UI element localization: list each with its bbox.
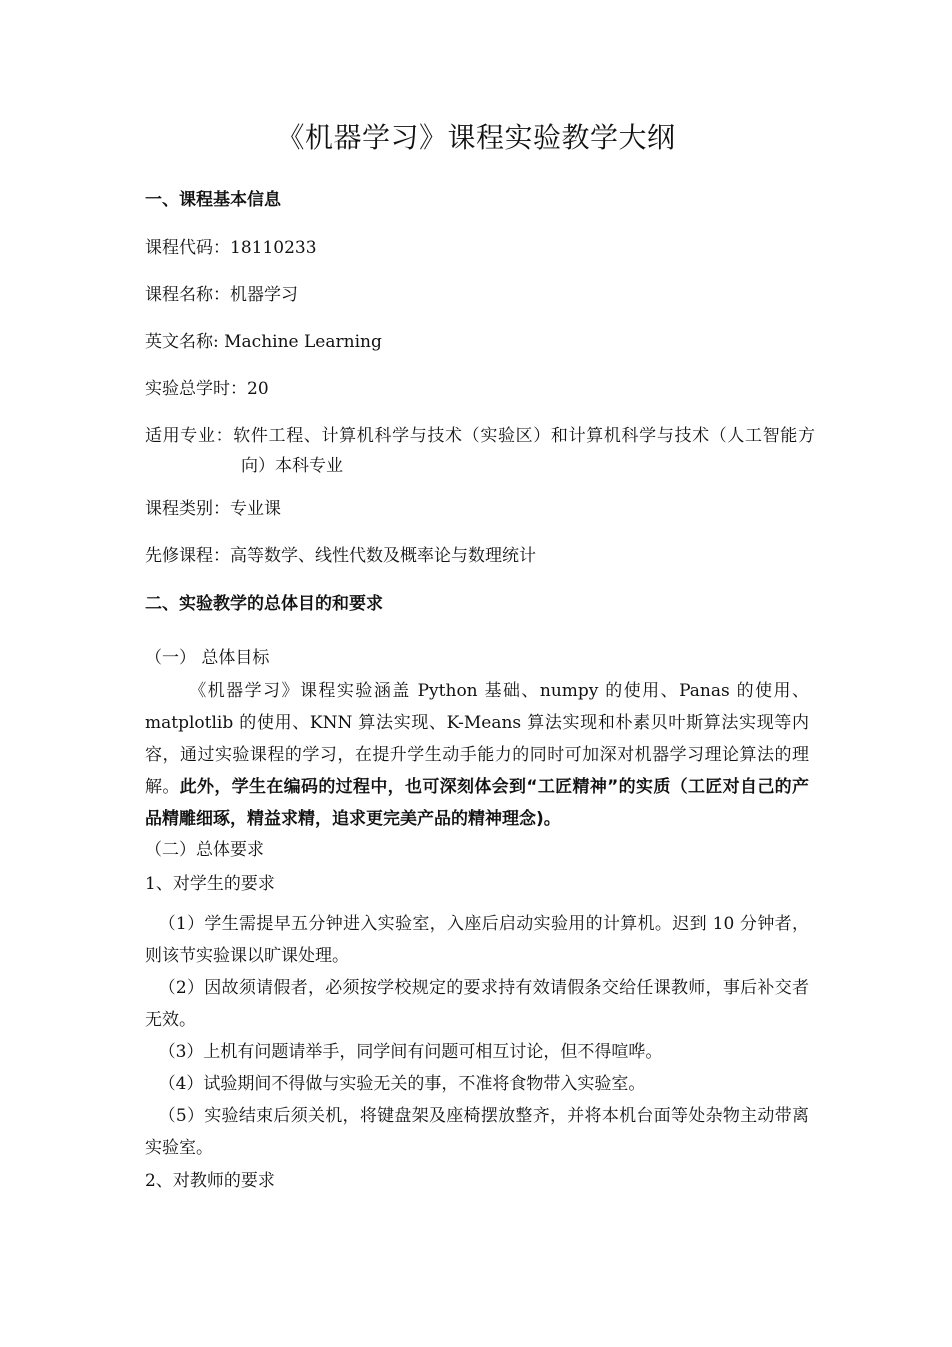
student-requirement-2: （2）因故须请假者，必须按学校规定的要求持有效请假条交给任课教师，事后补交者无效。 xyxy=(145,978,809,1030)
section-heading-basic-info: 一、课程基本信息 xyxy=(145,190,281,210)
course-code-value: 18110233 xyxy=(230,238,317,258)
student-requirement-5: （5）实验结束后须关机，将键盘架及座椅摆放整齐，并将本机台面等处杂物主动带离实验室。 xyxy=(145,1106,809,1158)
category-value: 专业课 xyxy=(230,499,281,519)
total-hours-label: 实验总学时： xyxy=(145,379,247,399)
goal-emphasis: 此外，学生在编码的过程中，也可深刻体会到“工匠精神”的实质（工匠对自己的产品精雕细琢，精益求精，追求更完美产品的精神理念)。 xyxy=(145,777,809,829)
goal-text: 《机器学习》课程实验涵盖 Python 基础、numpy 的使用、Panas 的使用、matplotlib 的使用、KNN 算法实现、K-Means 算法实现和朴素贝叶斯算法实现等内容，通过实验课程的学习，在提升学生动手能力的同时可加深对机器学习理论算法的理解。 xyxy=(145,681,809,797)
majors-label: 适用专业： xyxy=(145,426,234,446)
course-name-label: 课程名称： xyxy=(145,285,230,305)
course-code-label: 课程代码： xyxy=(145,238,230,258)
prerequisites-value: 高等数学、线性代数及概率论与数理统计 xyxy=(230,546,536,566)
majors-value: 软件工程、计算机科学与技术（实验区）和计算机科学与技术（人工智能方向）本科专业 xyxy=(233,426,816,476)
english-name-label: 英文名称: xyxy=(145,332,225,352)
prerequisites-field xyxy=(145,541,815,571)
course-name-value: 机器学习 xyxy=(230,285,298,305)
prerequisites-label: 先修课程： xyxy=(145,546,230,566)
english-name-field xyxy=(145,327,815,357)
english-name-value: Machine Learning xyxy=(224,332,382,352)
total-hours-field xyxy=(145,374,815,404)
majors-field xyxy=(145,421,815,481)
section-heading-goals: 二、实验教学的总体目的和要求 xyxy=(145,594,383,614)
category-label: 课程类别： xyxy=(145,499,230,519)
course-name-field xyxy=(145,280,815,310)
requirements-subheading: （二）总体要求 xyxy=(145,840,264,860)
student-requirement-4: （4）试验期间不得做与实验无关的事，不准将食物带入实验室。 xyxy=(158,1074,646,1094)
student-requirement-3: （3）上机有问题请举手，同学间有问题可相互讨论，但不得喧哗。 xyxy=(158,1042,663,1062)
teacher-requirements-heading: 2、对教师的要求 xyxy=(145,1171,275,1191)
course-code-field xyxy=(145,233,815,263)
student-requirements-heading: 1、对学生的要求 xyxy=(145,874,275,894)
total-hours-value: 20 xyxy=(247,379,269,399)
student-requirement-1: （1）学生需提早五分钟进入实验室，入座后启动实验用的计算机。迟到 10 分钟者，则该节实验课以旷课处理。 xyxy=(145,914,809,966)
category-field xyxy=(145,494,815,524)
goal-paragraph xyxy=(145,675,809,835)
document-title: 《机器学习》课程实验教学大纲 xyxy=(276,121,676,154)
goal-subheading: （一） 总体目标 xyxy=(145,648,270,668)
